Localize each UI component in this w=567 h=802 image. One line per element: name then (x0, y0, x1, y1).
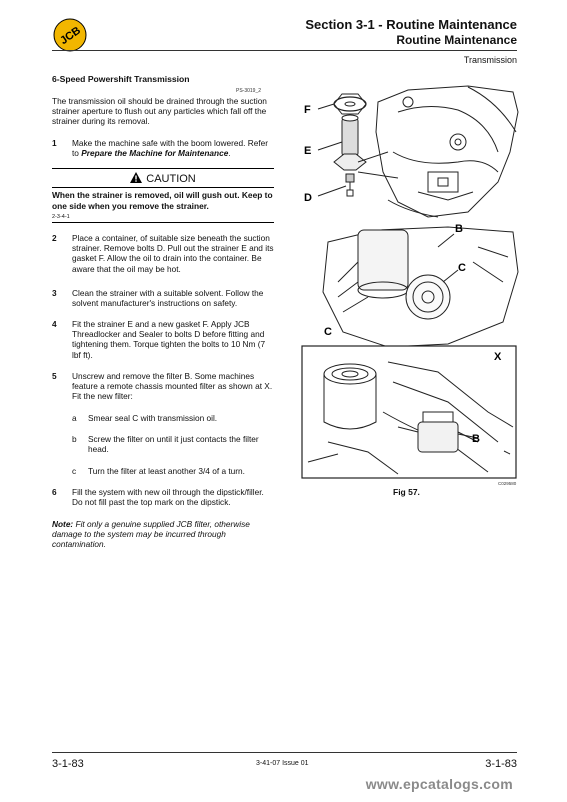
step-number: 5 (52, 371, 57, 381)
label-d: D (304, 192, 312, 204)
figure-caption: Fig 57. (393, 487, 420, 497)
figure-code: C029580 (498, 481, 517, 486)
svg-text:JCB: JCB (58, 24, 84, 48)
step-reference: Prepare the Machine for Maintenance (81, 148, 229, 159)
step-4 (52, 319, 274, 360)
warning-triangle-icon (130, 172, 142, 183)
step-text: Place a container, of suitable size beneath the suction strainer. Remove bolts D. Pull out the strainer E and its gasket F. Allow the oil to drain into the container. Be aware that the oil may be hot. (72, 233, 274, 274)
caution-code: 2-3-4-1 (52, 214, 70, 220)
caution-header (52, 172, 274, 185)
caution-bottom-rule (52, 222, 274, 223)
page-number-left: 3-1-83 (52, 758, 84, 770)
step-6 (52, 487, 274, 507)
label-b-bottom: B (472, 433, 480, 445)
intro-paragraph: The transmission oil should be drained through the suction strainer aperture to flush out any particles which fall off the strainer during its removal. (52, 96, 267, 127)
substep-text: Smear seal C with transmission oil. (88, 413, 218, 423)
step-text: Fill the system with new oil through the dipstick/filler. Do not fill past the top mark on the dipstick. (72, 487, 264, 508)
substep-text: Turn the filter at least another 3/4 of a turn. (88, 466, 245, 476)
substep-b (72, 434, 274, 454)
step-1 (52, 138, 274, 158)
step-text-end: . (228, 148, 231, 159)
issue-label: 3-41-07 Issue 01 (256, 760, 309, 767)
note-text: Fit only a genuine supplied JCB filter, otherwise damage to the system may be incurred through contamination. (52, 519, 250, 550)
label-c-right: C (458, 262, 466, 274)
substep-text: Screw the filter on until it just contacts the filter head. (88, 434, 259, 455)
substep-letter: a (72, 413, 77, 423)
section-title: Section 3-1 - Routine Maintenance (305, 17, 517, 32)
caution-text: When the strainer is removed, oil will gush out. Keep to one side when you remove the strainer. (52, 190, 273, 211)
step-text: Fit the strainer E and a new gasket F. Apply JCB Threadlocker and Sealer to bolts D before fitting and tightening them. Torque tighten the bolts to 10 Nm (7 lbf ft). (72, 319, 266, 360)
content-heading: 6-Speed Powershift Transmission (52, 74, 190, 84)
note-label: Note: (52, 519, 74, 529)
footer-divider (52, 752, 517, 753)
step-number: 4 (52, 319, 57, 329)
label-e: E (304, 145, 312, 157)
substep-a (72, 413, 274, 423)
step-number: 1 (52, 138, 57, 148)
caution-top-rule (52, 168, 274, 169)
step-number: 6 (52, 487, 57, 497)
step-3 (52, 288, 274, 308)
step-number: 3 (52, 288, 57, 298)
section-subtitle: Routine Maintenance (396, 33, 517, 47)
substep-letter: b (72, 434, 77, 444)
step-text: Make the machine safe with the boom lowered. Refer to (72, 138, 268, 159)
jcb-logo (53, 18, 87, 52)
substep-letter: c (72, 466, 77, 476)
header-divider (52, 50, 517, 51)
step-2 (52, 233, 274, 274)
step-text: Clean the strainer with a suitable solvent. Follow the solvent manufacturer's instructions on safety. (72, 288, 264, 309)
figure-illustration (298, 82, 520, 484)
caution-mid-rule (52, 187, 274, 188)
label-f: F (304, 104, 311, 116)
ref-code: PS-3019_2 (236, 88, 262, 94)
caution-title: CAUTION (146, 173, 196, 185)
machine-view-middle (323, 227, 518, 347)
step-text: Unscrew and remove the filter B. Some machines feature a remote chassis mounted filter as shown at X. Fit the new filter: (72, 371, 273, 402)
page-number-right: 3-1-83 (485, 758, 517, 770)
watermark: www.epcatalogs.com (365, 776, 513, 792)
transmission-housing (358, 86, 518, 217)
label-c-left: C (324, 326, 332, 338)
step-5 (52, 371, 274, 402)
note (52, 519, 274, 550)
strainer-exploded-view (318, 94, 366, 196)
step-number: 2 (52, 233, 57, 243)
label-x: X (494, 351, 502, 363)
section-topic: Transmission (463, 55, 517, 65)
substep-c (72, 466, 274, 476)
label-b-top: B (455, 223, 463, 235)
